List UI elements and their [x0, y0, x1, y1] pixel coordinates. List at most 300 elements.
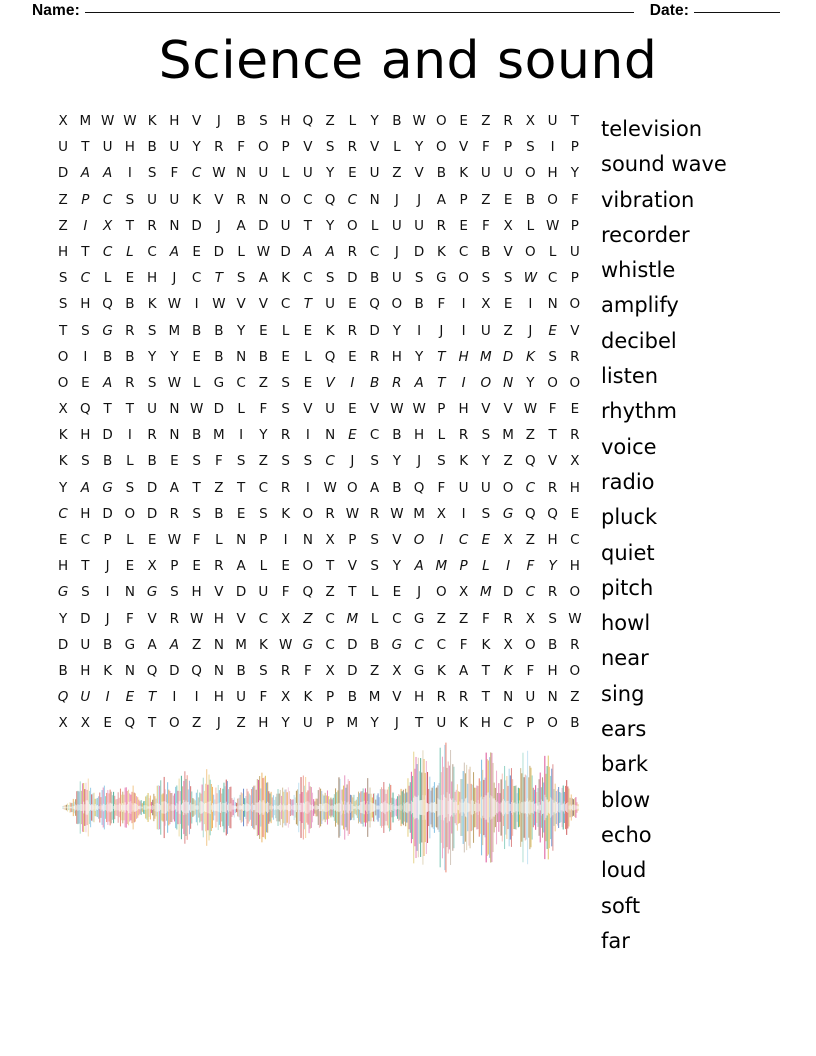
- grid-cell[interactable]: X: [325, 662, 335, 679]
- grid-cell[interactable]: F: [259, 689, 268, 706]
- grid-cell[interactable]: Z: [525, 532, 535, 548]
- grid-cell[interactable]: E: [192, 348, 201, 365]
- grid-cell[interactable]: J: [350, 453, 355, 470]
- grid-cell[interactable]: B: [369, 636, 380, 653]
- grid-cell[interactable]: U: [325, 296, 336, 313]
- grid-cell[interactable]: M: [413, 505, 425, 522]
- grid-cell[interactable]: M: [346, 610, 359, 627]
- grid-cell[interactable]: R: [169, 505, 180, 522]
- grid-cell[interactable]: J: [417, 453, 422, 470]
- grid-cell[interactable]: E: [303, 374, 313, 391]
- grid-cell[interactable]: T: [481, 689, 490, 706]
- grid-cell[interactable]: B: [191, 427, 202, 444]
- grid-cell[interactable]: E: [281, 348, 290, 365]
- grid-cell[interactable]: V: [570, 322, 580, 339]
- grid-cell[interactable]: U: [169, 191, 180, 208]
- grid-cell[interactable]: T: [415, 715, 424, 732]
- grid-cell[interactable]: U: [236, 689, 247, 706]
- grid-cell[interactable]: I: [105, 689, 110, 706]
- grid-cell[interactable]: J: [216, 715, 221, 732]
- grid-cell[interactable]: Q: [525, 505, 536, 522]
- grid-cell[interactable]: A: [325, 243, 335, 260]
- grid-cell[interactable]: O: [436, 113, 447, 129]
- grid-cell[interactable]: P: [504, 139, 513, 156]
- grid-cell[interactable]: C: [325, 610, 335, 627]
- grid-cell[interactable]: D: [146, 479, 158, 496]
- grid-cell[interactable]: M: [213, 427, 225, 444]
- grid-cell[interactable]: M: [235, 636, 247, 653]
- grid-cell[interactable]: E: [192, 243, 201, 260]
- grid-cell[interactable]: C: [80, 270, 91, 287]
- grid-cell[interactable]: G: [102, 322, 113, 339]
- grid-cell[interactable]: B: [547, 636, 558, 653]
- grid-cell[interactable]: E: [170, 453, 179, 470]
- word-bank-item[interactable]: decibel: [601, 328, 677, 353]
- grid-cell[interactable]: R: [325, 505, 335, 522]
- grid-cell[interactable]: V: [548, 453, 558, 470]
- grid-cell[interactable]: V: [392, 532, 402, 548]
- grid-cell[interactable]: S: [81, 453, 90, 470]
- grid-cell[interactable]: F: [214, 453, 223, 470]
- grid-cell[interactable]: O: [569, 296, 581, 313]
- grid-cell[interactable]: G: [302, 636, 314, 653]
- grid-cell[interactable]: O: [391, 296, 403, 313]
- word-bank-item[interactable]: soft: [601, 893, 641, 918]
- grid-cell[interactable]: R: [436, 689, 447, 706]
- grid-cell[interactable]: O: [347, 217, 358, 234]
- grid-cell[interactable]: B: [392, 113, 402, 129]
- grid-cell[interactable]: D: [369, 322, 380, 339]
- grid-cell[interactable]: C: [191, 270, 202, 287]
- grid-cell[interactable]: W: [212, 165, 226, 182]
- grid-cell[interactable]: R: [347, 139, 358, 156]
- grid-cell[interactable]: B: [525, 191, 535, 208]
- grid-cell[interactable]: P: [570, 217, 579, 234]
- word-bank-item[interactable]: listen: [601, 364, 659, 389]
- grid-cell[interactable]: O: [302, 558, 314, 575]
- grid-cell[interactable]: E: [570, 401, 580, 418]
- grid-cell[interactable]: N: [547, 689, 558, 706]
- word-bank-item[interactable]: amplify: [601, 293, 679, 318]
- grid-cell[interactable]: O: [569, 662, 581, 679]
- grid-cell[interactable]: C: [436, 636, 447, 653]
- grid-cell[interactable]: A: [414, 374, 424, 391]
- grid-cell[interactable]: P: [459, 191, 468, 208]
- grid-cell[interactable]: A: [414, 558, 424, 575]
- grid-cell[interactable]: S: [236, 453, 246, 470]
- grid-cell[interactable]: H: [147, 270, 158, 287]
- grid-cell[interactable]: Q: [525, 453, 536, 470]
- grid-cell[interactable]: L: [259, 558, 268, 575]
- grid-cell[interactable]: F: [170, 165, 179, 182]
- grid-cell[interactable]: R: [503, 610, 513, 627]
- grid-cell[interactable]: W: [123, 113, 137, 129]
- grid-cell[interactable]: B: [102, 453, 113, 470]
- grid-cell[interactable]: W: [390, 401, 404, 418]
- grid-cell[interactable]: X: [147, 558, 157, 575]
- grid-cell[interactable]: H: [280, 113, 291, 129]
- grid-cell[interactable]: V: [214, 191, 224, 208]
- grid-cell[interactable]: X: [281, 610, 291, 627]
- grid-cell[interactable]: U: [436, 715, 447, 732]
- grid-cell[interactable]: O: [57, 374, 69, 391]
- grid-cell[interactable]: M: [168, 322, 181, 339]
- grid-cell[interactable]: O: [502, 479, 514, 496]
- grid-cell[interactable]: Y: [570, 165, 579, 182]
- grid-cell[interactable]: B: [236, 113, 246, 129]
- grid-cell[interactable]: B: [147, 139, 157, 156]
- grid-cell[interactable]: J: [417, 191, 422, 208]
- grid-cell[interactable]: W: [167, 296, 182, 313]
- grid-cell[interactable]: N: [302, 532, 313, 548]
- grid-cell[interactable]: B: [102, 636, 113, 653]
- grid-cell[interactable]: N: [503, 374, 514, 391]
- grid-cell[interactable]: H: [480, 715, 491, 732]
- grid-cell[interactable]: V: [370, 401, 380, 418]
- word-bank-item[interactable]: quiet: [601, 540, 655, 565]
- grid-cell[interactable]: D: [57, 165, 69, 182]
- grid-cell[interactable]: E: [259, 322, 268, 339]
- grid-cell[interactable]: S: [147, 165, 157, 182]
- grid-cell[interactable]: T: [148, 715, 157, 732]
- grid-cell[interactable]: Q: [547, 505, 558, 522]
- grid-cell[interactable]: H: [414, 427, 425, 444]
- grid-cell[interactable]: R: [547, 584, 558, 601]
- grid-cell[interactable]: J: [105, 558, 110, 575]
- grid-cell[interactable]: Z: [214, 479, 224, 496]
- grid-cell[interactable]: D: [146, 505, 158, 522]
- grid-cell[interactable]: T: [348, 584, 357, 601]
- grid-cell[interactable]: Y: [415, 139, 424, 156]
- grid-cell[interactable]: G: [146, 584, 158, 601]
- grid-cell[interactable]: D: [169, 662, 180, 679]
- grid-cell[interactable]: Z: [525, 427, 535, 444]
- grid-cell[interactable]: C: [325, 636, 335, 653]
- grid-cell[interactable]: G: [213, 374, 225, 391]
- grid-cell[interactable]: N: [325, 427, 336, 444]
- grid-cell[interactable]: B: [58, 662, 68, 679]
- grid-cell[interactable]: U: [391, 270, 402, 287]
- grid-cell[interactable]: E: [125, 558, 135, 575]
- grid-cell[interactable]: F: [437, 479, 446, 496]
- grid-cell[interactable]: N: [213, 662, 224, 679]
- grid-cell[interactable]: N: [124, 662, 135, 679]
- grid-cell[interactable]: K: [503, 662, 513, 679]
- grid-cell[interactable]: K: [459, 715, 469, 732]
- grid-cell[interactable]: I: [461, 322, 466, 339]
- grid-cell[interactable]: Y: [392, 558, 401, 575]
- grid-cell[interactable]: S: [281, 374, 290, 391]
- grid-cell[interactable]: O: [413, 532, 425, 548]
- grid-cell[interactable]: D: [413, 243, 425, 260]
- grid-cell[interactable]: U: [458, 479, 469, 496]
- grid-cell[interactable]: I: [461, 374, 466, 391]
- grid-cell[interactable]: S: [370, 453, 379, 470]
- grid-cell[interactable]: D: [502, 584, 514, 601]
- word-bank-item[interactable]: sing: [601, 681, 645, 706]
- grid-cell[interactable]: T: [103, 401, 112, 418]
- grid-cell[interactable]: G: [436, 270, 447, 287]
- grid-cell[interactable]: S: [125, 479, 135, 496]
- grid-cell[interactable]: E: [58, 532, 68, 548]
- grid-cell[interactable]: J: [439, 322, 444, 339]
- grid-cell[interactable]: W: [390, 505, 404, 522]
- grid-cell[interactable]: G: [124, 636, 136, 653]
- grid-cell[interactable]: U: [391, 217, 402, 234]
- date-write-line[interactable]: [694, 12, 780, 13]
- grid-cell[interactable]: S: [125, 191, 135, 208]
- grid-cell[interactable]: G: [391, 636, 403, 653]
- grid-cell[interactable]: G: [413, 662, 425, 679]
- grid-cell[interactable]: K: [303, 689, 313, 706]
- grid-cell[interactable]: V: [236, 296, 246, 313]
- grid-cell[interactable]: R: [570, 636, 580, 653]
- grid-cell[interactable]: Z: [481, 113, 491, 129]
- grid-cell[interactable]: X: [503, 636, 513, 653]
- word-bank-item[interactable]: radio: [601, 469, 655, 494]
- grid-cell[interactable]: U: [480, 479, 491, 496]
- grid-cell[interactable]: C: [280, 296, 291, 313]
- grid-cell[interactable]: S: [437, 453, 446, 470]
- grid-cell[interactable]: F: [192, 532, 201, 548]
- grid-cell[interactable]: O: [525, 636, 536, 653]
- grid-cell[interactable]: J: [172, 270, 177, 287]
- grid-cell[interactable]: S: [281, 401, 290, 418]
- grid-cell[interactable]: T: [214, 270, 223, 287]
- grid-cell[interactable]: D: [347, 662, 358, 679]
- grid-cell[interactable]: Z: [370, 662, 380, 679]
- grid-cell[interactable]: Z: [58, 191, 68, 208]
- grid-cell[interactable]: E: [348, 401, 357, 418]
- grid-cell[interactable]: F: [459, 636, 468, 653]
- grid-cell[interactable]: S: [503, 270, 513, 287]
- grid-cell[interactable]: V: [325, 374, 335, 391]
- grid-cell[interactable]: B: [125, 348, 135, 365]
- grid-cell[interactable]: X: [58, 715, 68, 732]
- grid-cell[interactable]: L: [126, 532, 134, 548]
- grid-cell[interactable]: O: [547, 715, 558, 732]
- grid-cell[interactable]: V: [414, 165, 424, 182]
- grid-cell[interactable]: X: [392, 662, 402, 679]
- grid-cell[interactable]: C: [458, 532, 469, 548]
- grid-cell[interactable]: I: [305, 427, 310, 444]
- grid-cell[interactable]: Y: [481, 453, 490, 470]
- grid-cell[interactable]: H: [458, 348, 469, 365]
- grid-cell[interactable]: D: [347, 270, 358, 287]
- grid-cell[interactable]: S: [58, 270, 68, 287]
- grid-cell[interactable]: N: [547, 296, 558, 313]
- grid-cell[interactable]: H: [258, 715, 269, 732]
- grid-cell[interactable]: W: [167, 532, 182, 548]
- grid-cell[interactable]: I: [461, 296, 466, 313]
- grid-cell[interactable]: O: [525, 165, 536, 182]
- grid-cell[interactable]: K: [192, 191, 202, 208]
- grid-cell[interactable]: A: [258, 270, 268, 287]
- grid-cell[interactable]: W: [523, 401, 538, 418]
- grid-cell[interactable]: Z: [570, 689, 580, 706]
- grid-cell[interactable]: L: [482, 558, 490, 575]
- grid-cell[interactable]: P: [281, 139, 290, 156]
- grid-cell[interactable]: R: [369, 348, 380, 365]
- grid-cell[interactable]: S: [81, 322, 90, 339]
- grid-cell[interactable]: B: [236, 662, 246, 679]
- grid-cell[interactable]: C: [258, 479, 269, 496]
- grid-cell[interactable]: H: [569, 479, 580, 496]
- grid-cell[interactable]: E: [125, 689, 135, 706]
- grid-cell[interactable]: O: [347, 479, 358, 496]
- grid-cell[interactable]: I: [528, 296, 533, 313]
- grid-cell[interactable]: F: [125, 610, 134, 627]
- grid-cell[interactable]: M: [435, 558, 448, 575]
- grid-cell[interactable]: Z: [459, 610, 469, 627]
- grid-cell[interactable]: A: [169, 243, 179, 260]
- grid-cell[interactable]: V: [303, 401, 313, 418]
- grid-cell[interactable]: E: [392, 584, 402, 601]
- grid-cell[interactable]: L: [237, 243, 245, 260]
- grid-cell[interactable]: K: [281, 270, 291, 287]
- grid-cell[interactable]: Y: [192, 139, 201, 156]
- grid-cell[interactable]: Y: [548, 558, 557, 575]
- grid-cell[interactable]: L: [281, 322, 290, 339]
- grid-cell[interactable]: K: [325, 322, 335, 339]
- grid-cell[interactable]: F: [548, 401, 557, 418]
- grid-cell[interactable]: V: [347, 558, 357, 575]
- grid-cell[interactable]: B: [214, 505, 224, 522]
- grid-cell[interactable]: H: [213, 689, 224, 706]
- grid-cell[interactable]: W: [256, 243, 271, 260]
- grid-cell[interactable]: Z: [325, 584, 335, 601]
- grid-cell[interactable]: U: [302, 715, 313, 732]
- grid-cell[interactable]: T: [570, 113, 579, 129]
- word-bank-item[interactable]: sound wave: [601, 152, 727, 177]
- grid-cell[interactable]: H: [80, 662, 91, 679]
- grid-cell[interactable]: R: [214, 558, 224, 575]
- grid-cell[interactable]: P: [170, 558, 179, 575]
- grid-cell[interactable]: B: [125, 296, 135, 313]
- grid-cell[interactable]: S: [325, 270, 335, 287]
- grid-cell[interactable]: L: [281, 165, 290, 182]
- grid-cell[interactable]: O: [547, 191, 558, 208]
- word-bank-item[interactable]: recorder: [601, 222, 690, 247]
- grid-cell[interactable]: Y: [392, 453, 401, 470]
- grid-cell[interactable]: R: [125, 374, 135, 391]
- name-write-line[interactable]: [85, 12, 634, 13]
- grid-cell[interactable]: P: [570, 139, 579, 156]
- grid-cell[interactable]: Z: [392, 165, 402, 182]
- grid-cell[interactable]: B: [369, 270, 380, 287]
- grid-cell[interactable]: S: [414, 270, 424, 287]
- grid-cell[interactable]: P: [570, 270, 579, 287]
- grid-cell[interactable]: G: [502, 505, 514, 522]
- grid-cell[interactable]: E: [348, 296, 357, 313]
- grid-cell[interactable]: K: [436, 243, 446, 260]
- grid-cell[interactable]: C: [325, 453, 335, 470]
- grid-cell[interactable]: U: [569, 243, 580, 260]
- grid-cell[interactable]: R: [347, 243, 358, 260]
- grid-cell[interactable]: T: [192, 479, 201, 496]
- grid-cell[interactable]: C: [58, 505, 68, 522]
- grid-cell[interactable]: S: [259, 505, 268, 522]
- grid-cell[interactable]: P: [103, 532, 112, 548]
- grid-cell[interactable]: C: [102, 243, 113, 260]
- grid-cell[interactable]: Q: [146, 662, 158, 679]
- grid-cell[interactable]: M: [502, 427, 514, 444]
- grid-cell[interactable]: F: [303, 662, 312, 679]
- grid-cell[interactable]: T: [148, 689, 157, 706]
- grid-cell[interactable]: I: [239, 427, 244, 444]
- grid-cell[interactable]: Y: [326, 165, 335, 182]
- grid-cell[interactable]: H: [80, 427, 91, 444]
- grid-cell[interactable]: D: [80, 610, 91, 627]
- grid-cell[interactable]: A: [80, 479, 90, 496]
- grid-cell[interactable]: D: [258, 217, 269, 234]
- grid-cell[interactable]: V: [214, 584, 224, 601]
- grid-cell[interactable]: B: [369, 374, 380, 391]
- grid-cell[interactable]: H: [547, 165, 558, 182]
- grid-cell[interactable]: R: [280, 427, 291, 444]
- grid-cell[interactable]: K: [281, 505, 291, 522]
- grid-cell[interactable]: E: [459, 113, 468, 129]
- grid-cell[interactable]: B: [258, 348, 268, 365]
- grid-cell[interactable]: V: [481, 401, 491, 418]
- grid-cell[interactable]: S: [147, 374, 157, 391]
- grid-cell[interactable]: O: [57, 348, 69, 365]
- grid-cell[interactable]: T: [303, 217, 312, 234]
- grid-cell[interactable]: R: [147, 217, 157, 234]
- grid-cell[interactable]: Y: [326, 217, 335, 234]
- grid-cell[interactable]: C: [191, 165, 202, 182]
- grid-cell[interactable]: U: [480, 165, 491, 182]
- grid-cell[interactable]: G: [102, 479, 113, 496]
- grid-cell[interactable]: T: [437, 348, 446, 365]
- grid-cell[interactable]: R: [458, 689, 469, 706]
- grid-cell[interactable]: E: [481, 532, 491, 548]
- grid-cell[interactable]: N: [258, 191, 269, 208]
- grid-cell[interactable]: O: [302, 505, 314, 522]
- grid-cell[interactable]: E: [570, 505, 580, 522]
- grid-cell[interactable]: H: [124, 139, 135, 156]
- grid-cell[interactable]: E: [548, 322, 557, 339]
- grid-cell[interactable]: T: [437, 374, 446, 391]
- grid-cell[interactable]: X: [58, 401, 68, 418]
- grid-cell[interactable]: K: [103, 662, 113, 679]
- grid-cell[interactable]: D: [191, 217, 202, 234]
- grid-cell[interactable]: E: [503, 296, 513, 313]
- grid-cell[interactable]: Y: [59, 479, 68, 496]
- grid-cell[interactable]: A: [459, 662, 469, 679]
- grid-cell[interactable]: E: [303, 322, 313, 339]
- grid-cell[interactable]: F: [281, 584, 290, 601]
- grid-cell[interactable]: F: [570, 191, 579, 208]
- grid-cell[interactable]: W: [412, 401, 426, 418]
- grid-cell[interactable]: V: [258, 296, 268, 313]
- grid-cell[interactable]: Q: [124, 715, 136, 732]
- grid-cell[interactable]: I: [506, 558, 511, 575]
- grid-cell[interactable]: Y: [370, 113, 379, 129]
- grid-cell[interactable]: R: [369, 505, 380, 522]
- grid-cell[interactable]: X: [58, 113, 68, 129]
- grid-cell[interactable]: P: [437, 401, 446, 418]
- grid-cell[interactable]: I: [461, 505, 466, 522]
- grid-cell[interactable]: A: [370, 479, 380, 496]
- grid-cell[interactable]: W: [189, 610, 204, 627]
- grid-cell[interactable]: S: [81, 584, 90, 601]
- grid-cell[interactable]: A: [169, 636, 179, 653]
- grid-cell[interactable]: N: [169, 427, 180, 444]
- grid-cell[interactable]: Q: [191, 662, 202, 679]
- word-bank-item[interactable]: far: [601, 928, 630, 953]
- grid-cell[interactable]: M: [480, 348, 492, 365]
